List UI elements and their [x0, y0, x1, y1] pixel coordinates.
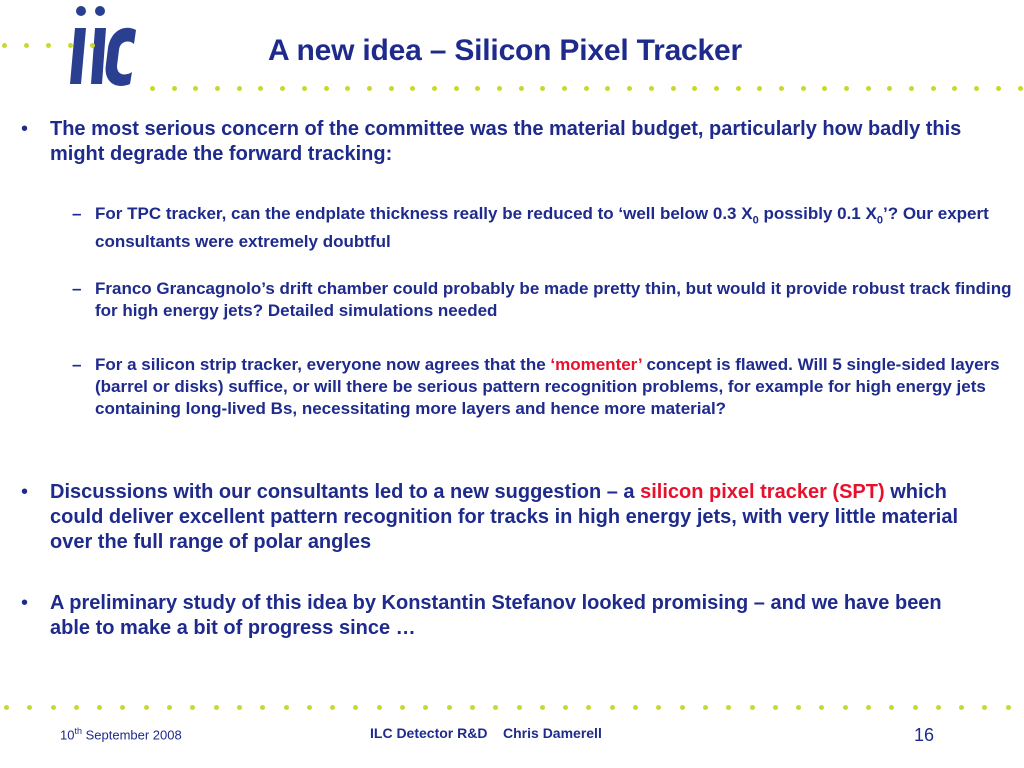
footer-date: 10th September 2008 [60, 726, 182, 743]
sub-bullet-tpc-endplate: For TPC tracker, can the endplate thickness really be reduced to ‘well below 0.3 $X_0$ possibly 0.1 $X_0$’? Our expert consultants were extremely doubtful [95, 204, 989, 252]
sub-bullet-marker: – [72, 355, 82, 374]
footer-event-author: ILC Detector R&D Chris Damerell [370, 725, 602, 741]
sub-bullet-drift-chamber: Franco Grancagnolo’s drift chamber could probably be made pretty thin, but would it provide robust track finding for high energy jets? Detailed simulations needed [95, 279, 1012, 320]
bullet-marker: • [21, 592, 29, 614]
bullet-marker: • [21, 118, 29, 140]
momenter-highlight: ‘momenter’ [550, 355, 642, 374]
bullet-preliminary-study: A preliminary study of this idea by Konstantin Stefanov looked promising – and we have been able to make a bit of progress since … [50, 592, 942, 639]
decorative-dots-bottom [4, 705, 1024, 710]
sub-bullet-silicon-strip: For a silicon strip tracker, everyone now agrees that the ‘momenter’ concept is flawed. Will 5 single-sided layers (barrel or disks) suffice, or will there be serious pattern recognition problems, for example for high energy jets containing long-lived Bs, necessitating more layers and hence more material? [95, 355, 1000, 418]
sub-bullet-marker: – [72, 279, 82, 298]
sub-bullet-marker: – [72, 204, 82, 223]
page-number: 16 [914, 725, 935, 745]
spt-highlight: silicon pixel tracker (SPT) [640, 481, 885, 503]
slide-title: A new idea – Silicon Pixel Tracker [268, 34, 742, 67]
bullet-spt-suggestion: Discussions with our consultants led to a new suggestion – a silicon pixel tracker (SPT) which could deliver excellent pattern recognition for tracks in high energy jets, with very little material over the full range of polar angles [50, 481, 959, 553]
bullet-marker: • [21, 481, 29, 503]
bullet-material-budget: The most serious concern of the committee was the material budget, particularly how badly this might degrade the forward tracking: [50, 118, 962, 165]
